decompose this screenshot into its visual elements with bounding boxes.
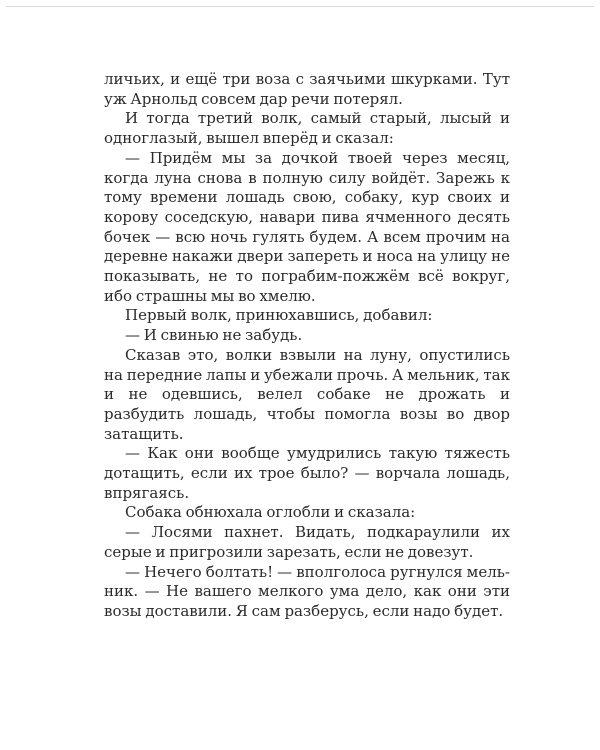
paragraph-2: И тогда третий волк, самый старый, лысый и одноглазый, вышел вперёд и сказал:	[104, 109, 510, 148]
paragraph-6: Сказав это, волки взвыли на луну, опустились на передние лапы и убежали прочь. А мельник, так и не одевшись, велел собаке не дрожать и разбудить лошадь, чтобы помогла возы во двор затащить.	[104, 345, 510, 443]
page-top-border	[6, 6, 594, 7]
paragraph-7: — Как они вообще умудрились такую тяжесть дотащить, если их трое было? — ворчала лошадь, впрягаясь.	[104, 444, 510, 502]
paragraph-1: личьих, и ещё три воза с заячьими шкурками. Тут уж Арнольд совсем дар речи потерял.	[104, 70, 510, 108]
paragraph-3: — Придём мы за дочкой твоей через месяц, когда луна снова в полную силу войдёт. Зарежь к тому времени лошадь свою, собаку, кур своих и корову соседскую, навари пива ячменного десять бочек — всю ночь гулять будем. А всем прочим на деревне накажи двери запереть и носа на улицу не показывать, не то пограбим-пожжём всё вокруг, ибо страшны мы во хмелю.	[104, 148, 510, 305]
paragraph-8: Собака обнюхала оглобли и сказала:	[125, 503, 416, 522]
paragraph-5: — И свинью не забудь.	[125, 326, 303, 345]
paragraph-10: — Нечего болтать! — вполголоса ругнулся мельник. — Не вашего мелкого ума дело, как они эти возы доставили. Я сам разберусь, если надо будет.	[104, 562, 510, 620]
paragraph-9: — Лосями пахнет. Видать, подкараулили их серые и пригрозили зарезать, если не довезут.	[104, 523, 510, 561]
book-page-text	[104, 70, 510, 622]
paragraph-4: Первый волк, принюхавшись, добавил:	[125, 306, 433, 325]
